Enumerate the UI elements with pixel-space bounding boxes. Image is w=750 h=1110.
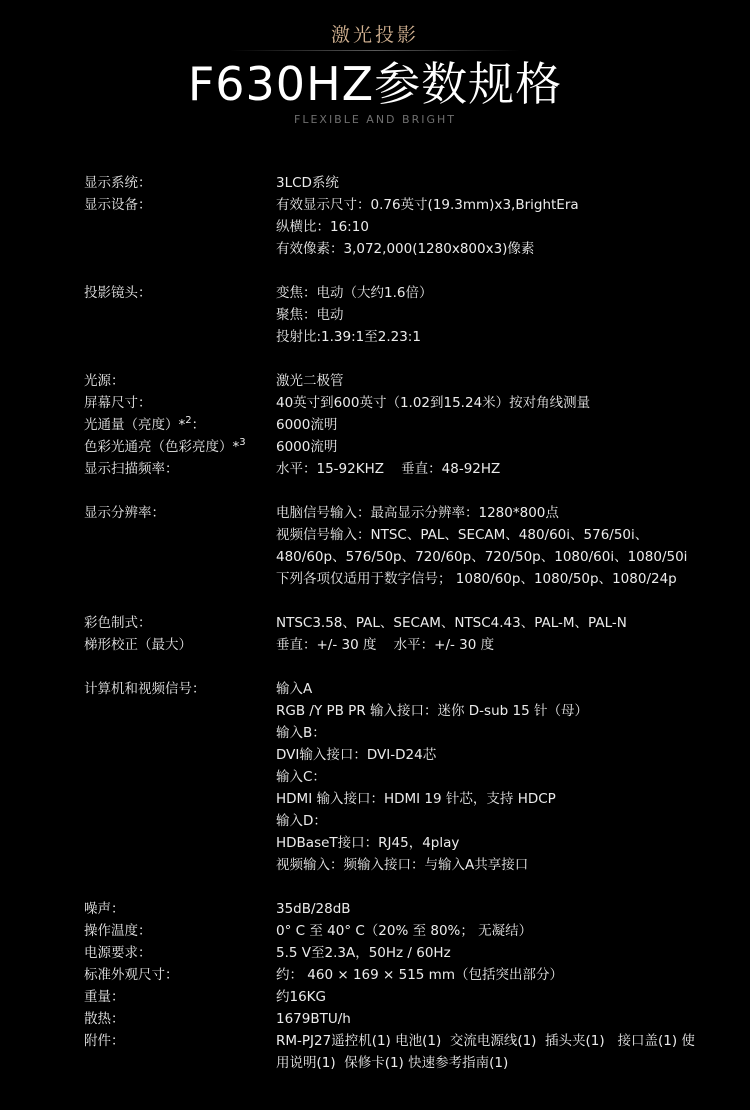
spec-value: 0° C 至 40° C（20% 至 80%； 无凝结） [276, 923, 533, 939]
spec-row [0, 216, 750, 238]
spec-label [84, 436, 246, 458]
spec-value: 约16KG [276, 989, 326, 1005]
spec-label: 彩色制式： [84, 615, 152, 631]
spec-row [0, 524, 750, 546]
category-label: 激光投影 [330, 24, 419, 46]
spec-value: 水平：15-92KHZ 垂直：48-92HZ [276, 461, 501, 477]
spec-label: 散热： [84, 1011, 125, 1027]
spec-label: 重量： [84, 989, 125, 1005]
spec-row [0, 986, 750, 1008]
spec-row [0, 788, 750, 810]
spec-label: 显示设备： [84, 197, 152, 213]
spec-value: 变焦：电动（大约1.6倍） [276, 285, 433, 301]
spec-row [0, 370, 750, 392]
spec-row [0, 744, 750, 766]
spec-row [0, 1052, 750, 1074]
page-title: F630HZ参数规格 [187, 57, 563, 111]
spec-value: HDBaseT接口：RJ45，4play [276, 835, 460, 851]
spec-row [0, 172, 750, 194]
spec-label: 显示扫描频率： [84, 461, 179, 477]
spec-value: 电脑信号输入：最高显示分辨率：1280*800点 [276, 505, 559, 521]
spec-value: DVI输入接口：DVI-D24芯 [276, 747, 437, 763]
spec-value: HDMI 输入接口：HDMI 19 针芯，支持 HDCP [276, 791, 556, 807]
spec-label: 附件： [84, 1033, 125, 1049]
spec-row [0, 722, 750, 744]
spec-label: 投影镜头： [84, 285, 152, 301]
spec-value: 1679BTU/h [276, 1011, 351, 1027]
page-subtitle: FLEXIBLE AND BRIGHT [294, 113, 456, 126]
spec-row [0, 414, 750, 436]
spec-row [0, 942, 750, 964]
header-divider [230, 50, 520, 51]
spec-row [0, 326, 750, 348]
spec-label: 屏幕尺寸： [84, 395, 152, 411]
spec-row [0, 194, 750, 216]
spec-label: 电源要求： [84, 945, 152, 961]
spec-row [0, 1030, 750, 1052]
spec-value: 视频输入：频输入接口：与输入A共享接口 [276, 857, 529, 873]
spec-row [0, 766, 750, 788]
spec-value: 35dB/28dB [276, 901, 351, 917]
spec-value: RM-PJ27遥控机(1) 电池(1) 交流电源线(1) 插头夹(1) 接口盖(1) 使 [276, 1033, 695, 1049]
spec-value: 有效显示尺寸：0.76英寸(19.3mm)x3,BrightEra [276, 197, 579, 213]
spec-row [0, 898, 750, 920]
spec-value: 投射比:1.39:1至2.23:1 [276, 329, 421, 345]
spec-row [0, 282, 750, 304]
spec-value: 有效像素：3,072,000(1280x800x3)像素 [276, 241, 535, 257]
spec-label: 显示分辨率： [84, 505, 165, 521]
spec-value: NTSC3.58、PAL、SECAM、NTSC4.43、PAL-M、PAL-N [276, 615, 627, 631]
spec-value: 6000流明 [276, 439, 338, 455]
spec-label: 操作温度： [84, 923, 152, 939]
spec-row [0, 678, 750, 700]
spec-value: 5.5 V至2.3A，50Hz / 60Hz [276, 945, 451, 961]
spec-row [0, 568, 750, 590]
spec-row [0, 546, 750, 568]
spec-row [0, 612, 750, 634]
spec-value: 6000流明 [276, 417, 338, 433]
spec-row [0, 832, 750, 854]
spec-row [0, 810, 750, 832]
footnote-marker: 2 [185, 415, 192, 426]
spec-row [0, 458, 750, 480]
page-header [0, 0, 750, 140]
spec-row [0, 634, 750, 656]
spec-value: 40英寸到600英寸（1.02到15.24米）按对角线测量 [276, 395, 591, 411]
spec-value: 激光二极管 [276, 373, 344, 389]
spec-value: 用说明(1) 保修卡(1) 快速参考指南(1) [276, 1055, 509, 1071]
spec-value: 输入A [276, 681, 313, 697]
spec-label: 梯形校正（最大） [84, 637, 192, 653]
spec-value: 聚焦：电动 [276, 307, 344, 323]
spec-value: 视频信号输入：NTSC、PAL、SECAM、480/60i、576/50i、 [276, 527, 649, 543]
spec-value: 480/60p、576/50p、720/60p、720/50p、1080/60i、1080/50i [276, 549, 688, 565]
spec-row [0, 392, 750, 414]
spec-row [0, 700, 750, 722]
spec-row [0, 964, 750, 986]
spec-label-suffix: ： [191, 417, 206, 433]
spec-row [0, 920, 750, 942]
spec-row [0, 1008, 750, 1030]
spec-value: 纵横比：16:10 [276, 219, 369, 235]
spec-row [0, 502, 750, 524]
spec-row [0, 238, 750, 260]
spec-label: 噪声： [84, 901, 125, 917]
spec-value: 3LCD系统 [276, 175, 339, 191]
spec-label: 标准外观尺寸： [84, 967, 179, 983]
spec-row [0, 854, 750, 876]
footnote-marker: 3 [239, 437, 246, 448]
spec-label: 显示系统： [84, 175, 152, 191]
spec-label: 光源： [84, 373, 125, 389]
spec-label: 计算机和视频信号： [84, 681, 206, 697]
spec-value: 输入C： [276, 769, 326, 785]
spec-value: RGB /Y PB PR 输入接口：迷你 D-sub 15 针（母） [276, 703, 588, 719]
spec-value: 下列各项仅适用于数字信号； 1080/60p、1080/50p、1080/24p [276, 571, 677, 587]
spec-label-text: 色彩光通亮（色彩亮度）* [84, 439, 240, 455]
spec-value: 垂直：+/- 30 度 水平：+/- 30 度 [276, 637, 495, 653]
spec-row [0, 436, 750, 458]
spec-label-text: 光通量（亮度）* [84, 417, 186, 433]
spec-label [84, 414, 205, 436]
spec-value: 输入B： [276, 725, 326, 741]
spec-value: 约： 460 × 169 × 515 mm（包括突出部分） [276, 967, 563, 983]
spec-value: 输入D： [276, 813, 327, 829]
spec-row [0, 304, 750, 326]
